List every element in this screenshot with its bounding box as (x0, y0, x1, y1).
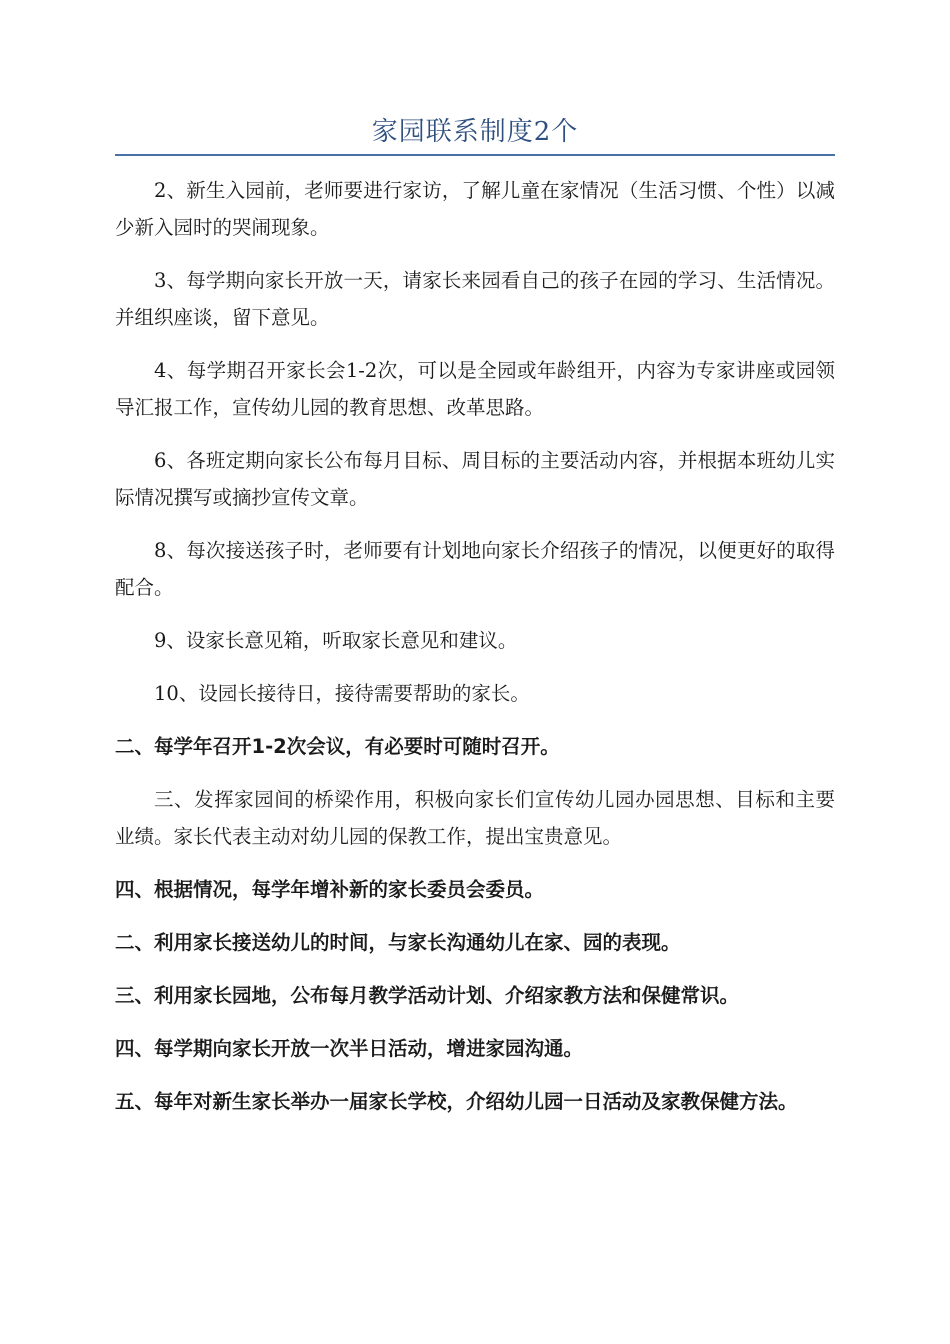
paragraph-item-3: 3、每学期向家长开放一天，请家长来园看自己的孩子在园的学习、生活情况。并组织座谈，留下意见。 (115, 269, 835, 329)
document-body (115, 172, 835, 1136)
paragraph-item-9: 9、设家长意见箱，听取家长意见和建议。 (154, 629, 518, 652)
section-heading-committee: 四、根据情况，每学年增补新的家长委员会委员。 (115, 878, 545, 901)
document-title: 家园联系制度2个 (371, 117, 579, 147)
paragraph-item-8: 8、每次接送孩子时，老师要有计划地向家长介绍孩子的情况，以便更好的取得配合。 (115, 539, 835, 599)
paragraph-item-2: 2、新生入园前，老师要进行家访，了解儿童在家情况（生活习惯、个性）以减少新入园时的哭闹现象。 (115, 179, 835, 239)
section-heading-parent-school: 五、每年对新生家长举办一届家长学校，介绍幼儿园一日活动及家教保健方法。 (115, 1090, 798, 1113)
section-heading-parent-board: 三、利用家长园地，公布每月教学活动计划、介绍家教方法和保健常识。 (115, 984, 740, 1007)
title-underline (115, 154, 835, 156)
paragraph-bridge-role: 三、发挥家园间的桥梁作用，积极向家长们宣传幼儿园办园思想、目标和主要业绩。家长代表主动对幼儿园的保教工作，提出宝贵意见。 (115, 788, 835, 848)
section-heading-open-day: 四、每学期向家长开放一次半日活动，增进家园沟通。 (115, 1037, 584, 1060)
section-heading-pickup: 二、利用家长接送幼儿的时间，与家长沟通幼儿在家、园的表现。 (115, 931, 681, 954)
section-heading-meetings: 二、每学年召开1-2次会议，有必要时可随时召开。 (115, 735, 560, 758)
paragraph-item-4: 4、每学期召开家长会1-2次，可以是全园或年龄组开，内容为专家讲座或园领导汇报工作，宣传幼儿园的教育思想、改革思路。 (115, 359, 835, 419)
paragraph-item-6: 6、各班定期向家长公布每月目标、周目标的主要活动内容，并根据本班幼儿实际情况撰写或摘抄宣传文章。 (115, 449, 835, 509)
paragraph-item-10: 10、设园长接待日，接待需要帮助的家长。 (154, 682, 530, 705)
